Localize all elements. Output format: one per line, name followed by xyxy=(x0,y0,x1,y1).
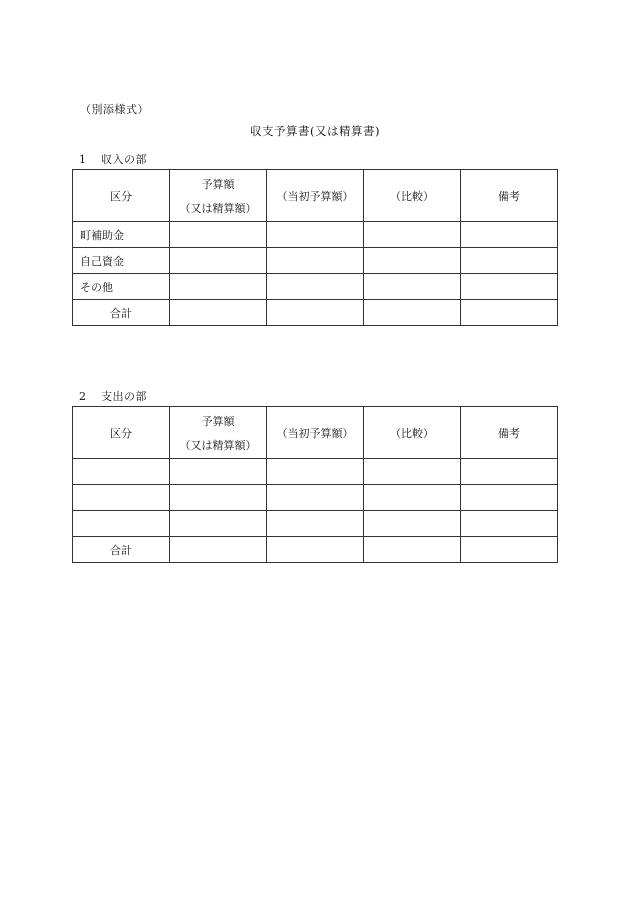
income-section-title: 収入の部 xyxy=(101,153,147,166)
total-label: 合計 xyxy=(73,537,170,563)
comparison-cell[interactable] xyxy=(364,485,461,511)
budget-cell[interactable] xyxy=(170,459,267,485)
income-section-number: 1 xyxy=(79,153,87,166)
remarks-cell[interactable] xyxy=(461,459,558,485)
header-original-budget: （当初予算額） xyxy=(267,170,364,222)
budget-cell[interactable] xyxy=(170,485,267,511)
expense-section-number: 2 xyxy=(79,390,87,403)
header-budget xyxy=(170,407,267,459)
comparison-cell[interactable] xyxy=(364,248,461,274)
remarks-cell[interactable] xyxy=(461,248,558,274)
row-label[interactable] xyxy=(73,485,170,511)
total-budget-cell[interactable] xyxy=(170,300,267,326)
expense-section-title: 支出の部 xyxy=(101,390,147,403)
row-label[interactable] xyxy=(73,511,170,537)
budget-cell[interactable] xyxy=(170,248,267,274)
total-remarks-cell[interactable] xyxy=(461,537,558,563)
expense-table xyxy=(72,406,558,563)
total-budget-cell[interactable] xyxy=(170,537,267,563)
original-budget-cell[interactable] xyxy=(267,274,364,300)
total-remarks-cell[interactable] xyxy=(461,300,558,326)
remarks-cell[interactable] xyxy=(461,274,558,300)
income-section-heading xyxy=(79,151,147,167)
original-budget-cell[interactable] xyxy=(267,222,364,248)
table-row xyxy=(73,248,558,274)
table-row xyxy=(73,459,558,485)
income-header-row xyxy=(73,170,558,222)
header-budget xyxy=(170,170,267,222)
total-original-cell[interactable] xyxy=(267,537,364,563)
comparison-cell[interactable] xyxy=(364,274,461,300)
budget-cell[interactable] xyxy=(170,511,267,537)
header-comparison: （比較） xyxy=(364,170,461,222)
header-remarks: 備考 xyxy=(461,170,558,222)
expense-header-row xyxy=(73,407,558,459)
header-comparison: （比較） xyxy=(364,407,461,459)
total-comparison-cell[interactable] xyxy=(364,300,461,326)
comparison-cell[interactable] xyxy=(364,511,461,537)
original-budget-cell[interactable] xyxy=(267,248,364,274)
original-budget-cell[interactable] xyxy=(267,459,364,485)
header-budget-line1: 予算額 xyxy=(201,414,235,428)
document-title: 収支予算書(又は精算書) xyxy=(250,124,380,138)
remarks-cell[interactable] xyxy=(461,511,558,537)
header-budget-line1: 予算額 xyxy=(201,177,235,191)
budget-cell[interactable] xyxy=(170,274,267,300)
total-label: 合計 xyxy=(73,300,170,326)
budget-cell[interactable] xyxy=(170,222,267,248)
comparison-cell[interactable] xyxy=(364,459,461,485)
original-budget-cell[interactable] xyxy=(267,485,364,511)
row-label: 町補助金 xyxy=(73,222,170,248)
total-row xyxy=(73,300,558,326)
table-row xyxy=(73,222,558,248)
header-budget-line2: （又は精算額） xyxy=(179,438,257,452)
total-original-cell[interactable] xyxy=(267,300,364,326)
header-original-budget: （当初予算額） xyxy=(267,407,364,459)
header-budget-line2: （又は精算額） xyxy=(179,201,257,215)
row-label: その他 xyxy=(73,274,170,300)
table-row xyxy=(73,485,558,511)
remarks-cell[interactable] xyxy=(461,485,558,511)
remarks-cell[interactable] xyxy=(461,222,558,248)
expense-section-heading xyxy=(79,388,147,404)
comparison-cell[interactable] xyxy=(364,222,461,248)
appendix-label: （別添様式） xyxy=(80,103,149,116)
table-row xyxy=(73,511,558,537)
header-category: 区分 xyxy=(73,407,170,459)
income-table xyxy=(72,169,558,326)
header-category: 区分 xyxy=(73,170,170,222)
row-label: 自己資金 xyxy=(73,248,170,274)
row-label[interactable] xyxy=(73,459,170,485)
header-remarks: 備考 xyxy=(461,407,558,459)
total-row xyxy=(73,537,558,563)
original-budget-cell[interactable] xyxy=(267,511,364,537)
total-comparison-cell[interactable] xyxy=(364,537,461,563)
table-row xyxy=(73,274,558,300)
